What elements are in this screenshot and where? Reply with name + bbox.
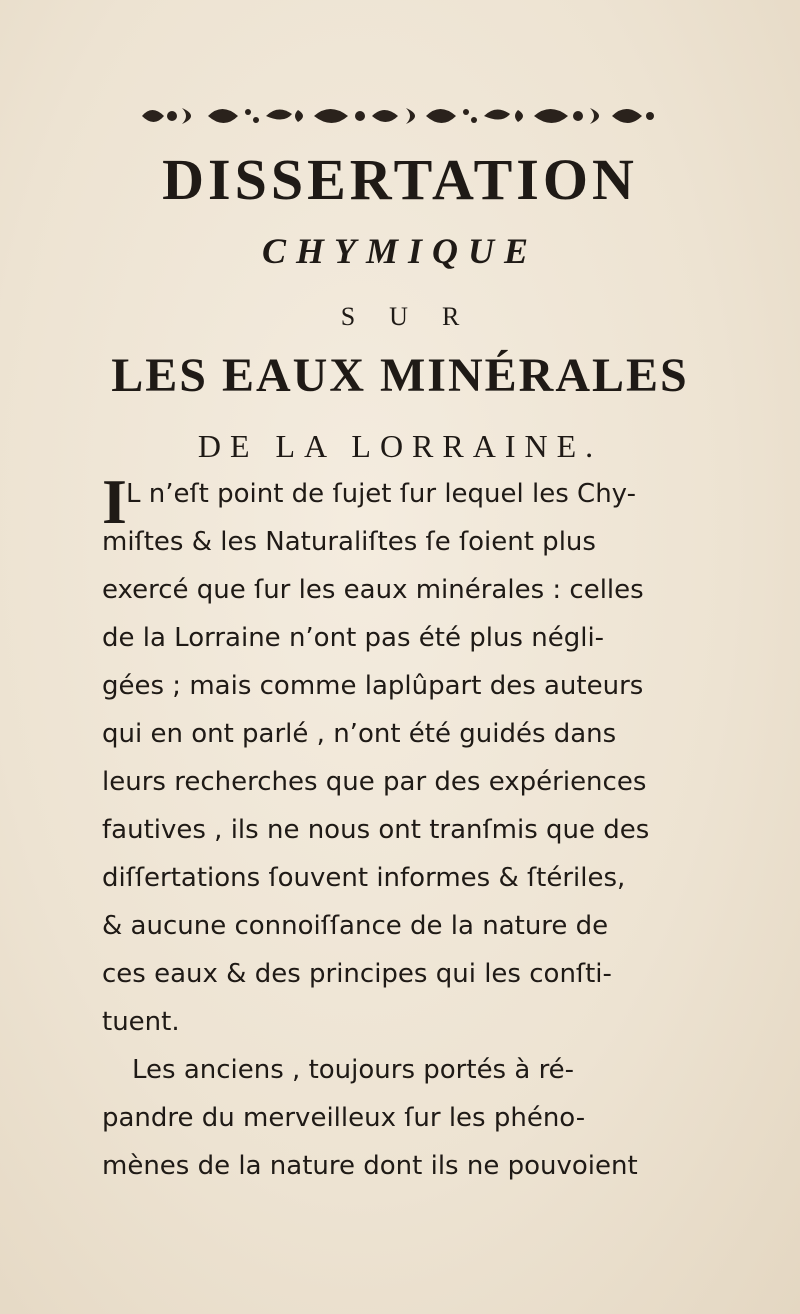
text-line <box>102 466 662 537</box>
text-line: exercé que ſur les eaux minérales : celles <box>102 575 644 605</box>
title-eaux-minerales: LES EAUX MINÉRALES <box>111 349 689 402</box>
title-chymique: CHYMIQUE <box>261 231 539 271</box>
text-line: Les anciens , toujours portés à ré- <box>132 1055 575 1085</box>
body-text <box>102 466 662 1190</box>
text-line: de la Lorraine n’ont pas été plus négli- <box>102 623 605 653</box>
text-line: mènes de la nature dont ils ne pouvoient <box>102 1151 638 1181</box>
text-line: diſſertations ſouvent informes & ſtériles, <box>102 863 626 893</box>
text-line: leurs recherches que par des expériences <box>102 767 647 797</box>
title-lorraine: DE LA LORRAINE. <box>197 428 603 464</box>
title-sur: SUR <box>340 302 494 331</box>
text-line: pandre du merveilleux ſur les phéno- <box>102 1103 586 1133</box>
text-line: qui en ont parlé , n’ont été guidés dans <box>102 719 617 749</box>
text-line: ces eaux & des principes qui les conſti- <box>102 959 612 989</box>
title-dissertation: DISSERTATION <box>162 147 638 212</box>
text-line: gées ; mais comme laplûpart des auteurs <box>102 671 644 701</box>
text-line-content: L n’eſt point de ſujet ſur lequel les Chy- <box>126 479 636 509</box>
text-line: miſtes & les Naturaliſtes ſe ſoient plus <box>102 527 596 557</box>
text-line: fautives , ils ne nous ont tranſmis que des <box>102 815 650 845</box>
drop-cap: I <box>102 466 127 537</box>
text-line: tuent. <box>102 1007 180 1037</box>
text-line: & aucune connoiſſance de la nature de <box>102 911 609 941</box>
fleuron-ornament-icon <box>138 100 658 132</box>
